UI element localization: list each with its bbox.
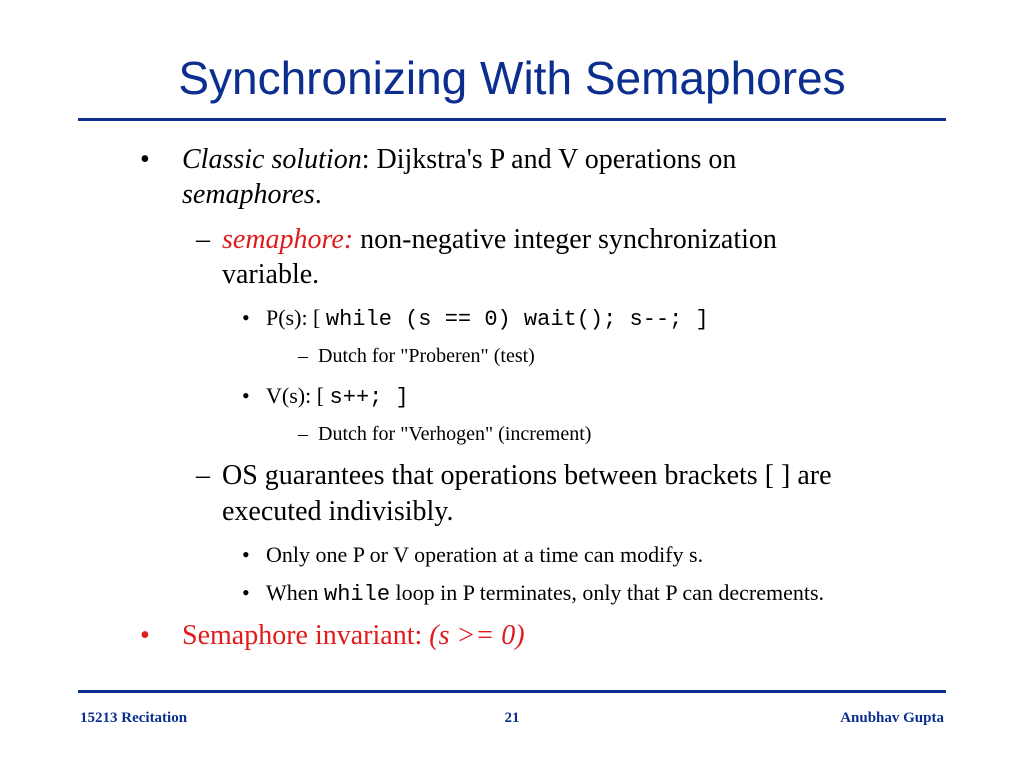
bullet-marker: • bbox=[242, 580, 250, 605]
bullet-marker: • bbox=[242, 305, 250, 330]
classic-solution-term: Classic solution bbox=[182, 144, 362, 175]
only-one-operation: Only one P or V operation at a time can modify s. bbox=[266, 542, 704, 567]
footer-page-number: 21 bbox=[504, 710, 520, 726]
bullet-semaphore-invariant bbox=[182, 618, 525, 653]
while-pre-text: When bbox=[266, 580, 325, 605]
sub-semaphore-definition-cont: variable. bbox=[222, 259, 320, 290]
while-keyword: while bbox=[324, 582, 391, 607]
bullet-marker: • bbox=[140, 144, 150, 175]
sub-os-guarantees-cont: executed indivisibly. bbox=[222, 496, 454, 527]
bullet-classic-solution bbox=[182, 142, 736, 177]
footer-author: Anubhav Gupta bbox=[840, 710, 944, 726]
semaphore-invariant-text: Semaphore invariant: bbox=[182, 620, 430, 651]
semaphore-invariant-formula: (s >= 0) bbox=[429, 620, 525, 651]
p-operation-code: while (s == 0) wait(); s--; ] bbox=[325, 307, 709, 332]
bullet-classic-solution-cont bbox=[182, 177, 322, 212]
title-divider bbox=[78, 118, 946, 121]
dash-marker: – bbox=[298, 345, 308, 367]
bullet-marker: • bbox=[242, 542, 250, 567]
footer-course: 15213 Recitation bbox=[80, 710, 188, 726]
v-operation bbox=[266, 382, 409, 412]
footer-divider bbox=[78, 690, 946, 693]
slide-title: Synchronizing With Semaphores bbox=[178, 52, 846, 104]
semaphores-term: semaphores bbox=[182, 179, 315, 210]
p-operation-note: Dutch for "Proberen" (test) bbox=[318, 345, 535, 367]
sub-os-guarantees: OS guarantees that operations between brackets [ ] are bbox=[222, 460, 832, 491]
while-post-text: loop in P terminates, only that P can decrements. bbox=[390, 580, 825, 605]
v-operation-code: s++; ] bbox=[329, 385, 409, 410]
dash-marker: – bbox=[196, 224, 210, 255]
semaphore-definition-text: non-negative integer synchronization bbox=[353, 224, 777, 255]
period: . bbox=[314, 179, 322, 210]
bullet-marker: • bbox=[140, 620, 150, 651]
semaphore-term: semaphore: bbox=[222, 224, 354, 255]
while-loop-terminates bbox=[266, 579, 824, 609]
p-operation-label: P(s): [ bbox=[266, 305, 326, 330]
p-operation bbox=[266, 304, 709, 334]
bullet-marker: • bbox=[242, 383, 250, 408]
sub-semaphore-definition bbox=[222, 222, 777, 257]
classic-solution-text: : Dijkstra's P and V operations on bbox=[361, 144, 737, 175]
dash-marker: – bbox=[298, 423, 308, 445]
dash-marker: – bbox=[196, 460, 210, 491]
v-operation-note: Dutch for "Verhogen" (increment) bbox=[318, 423, 592, 445]
v-operation-label: V(s): [ bbox=[266, 383, 330, 408]
